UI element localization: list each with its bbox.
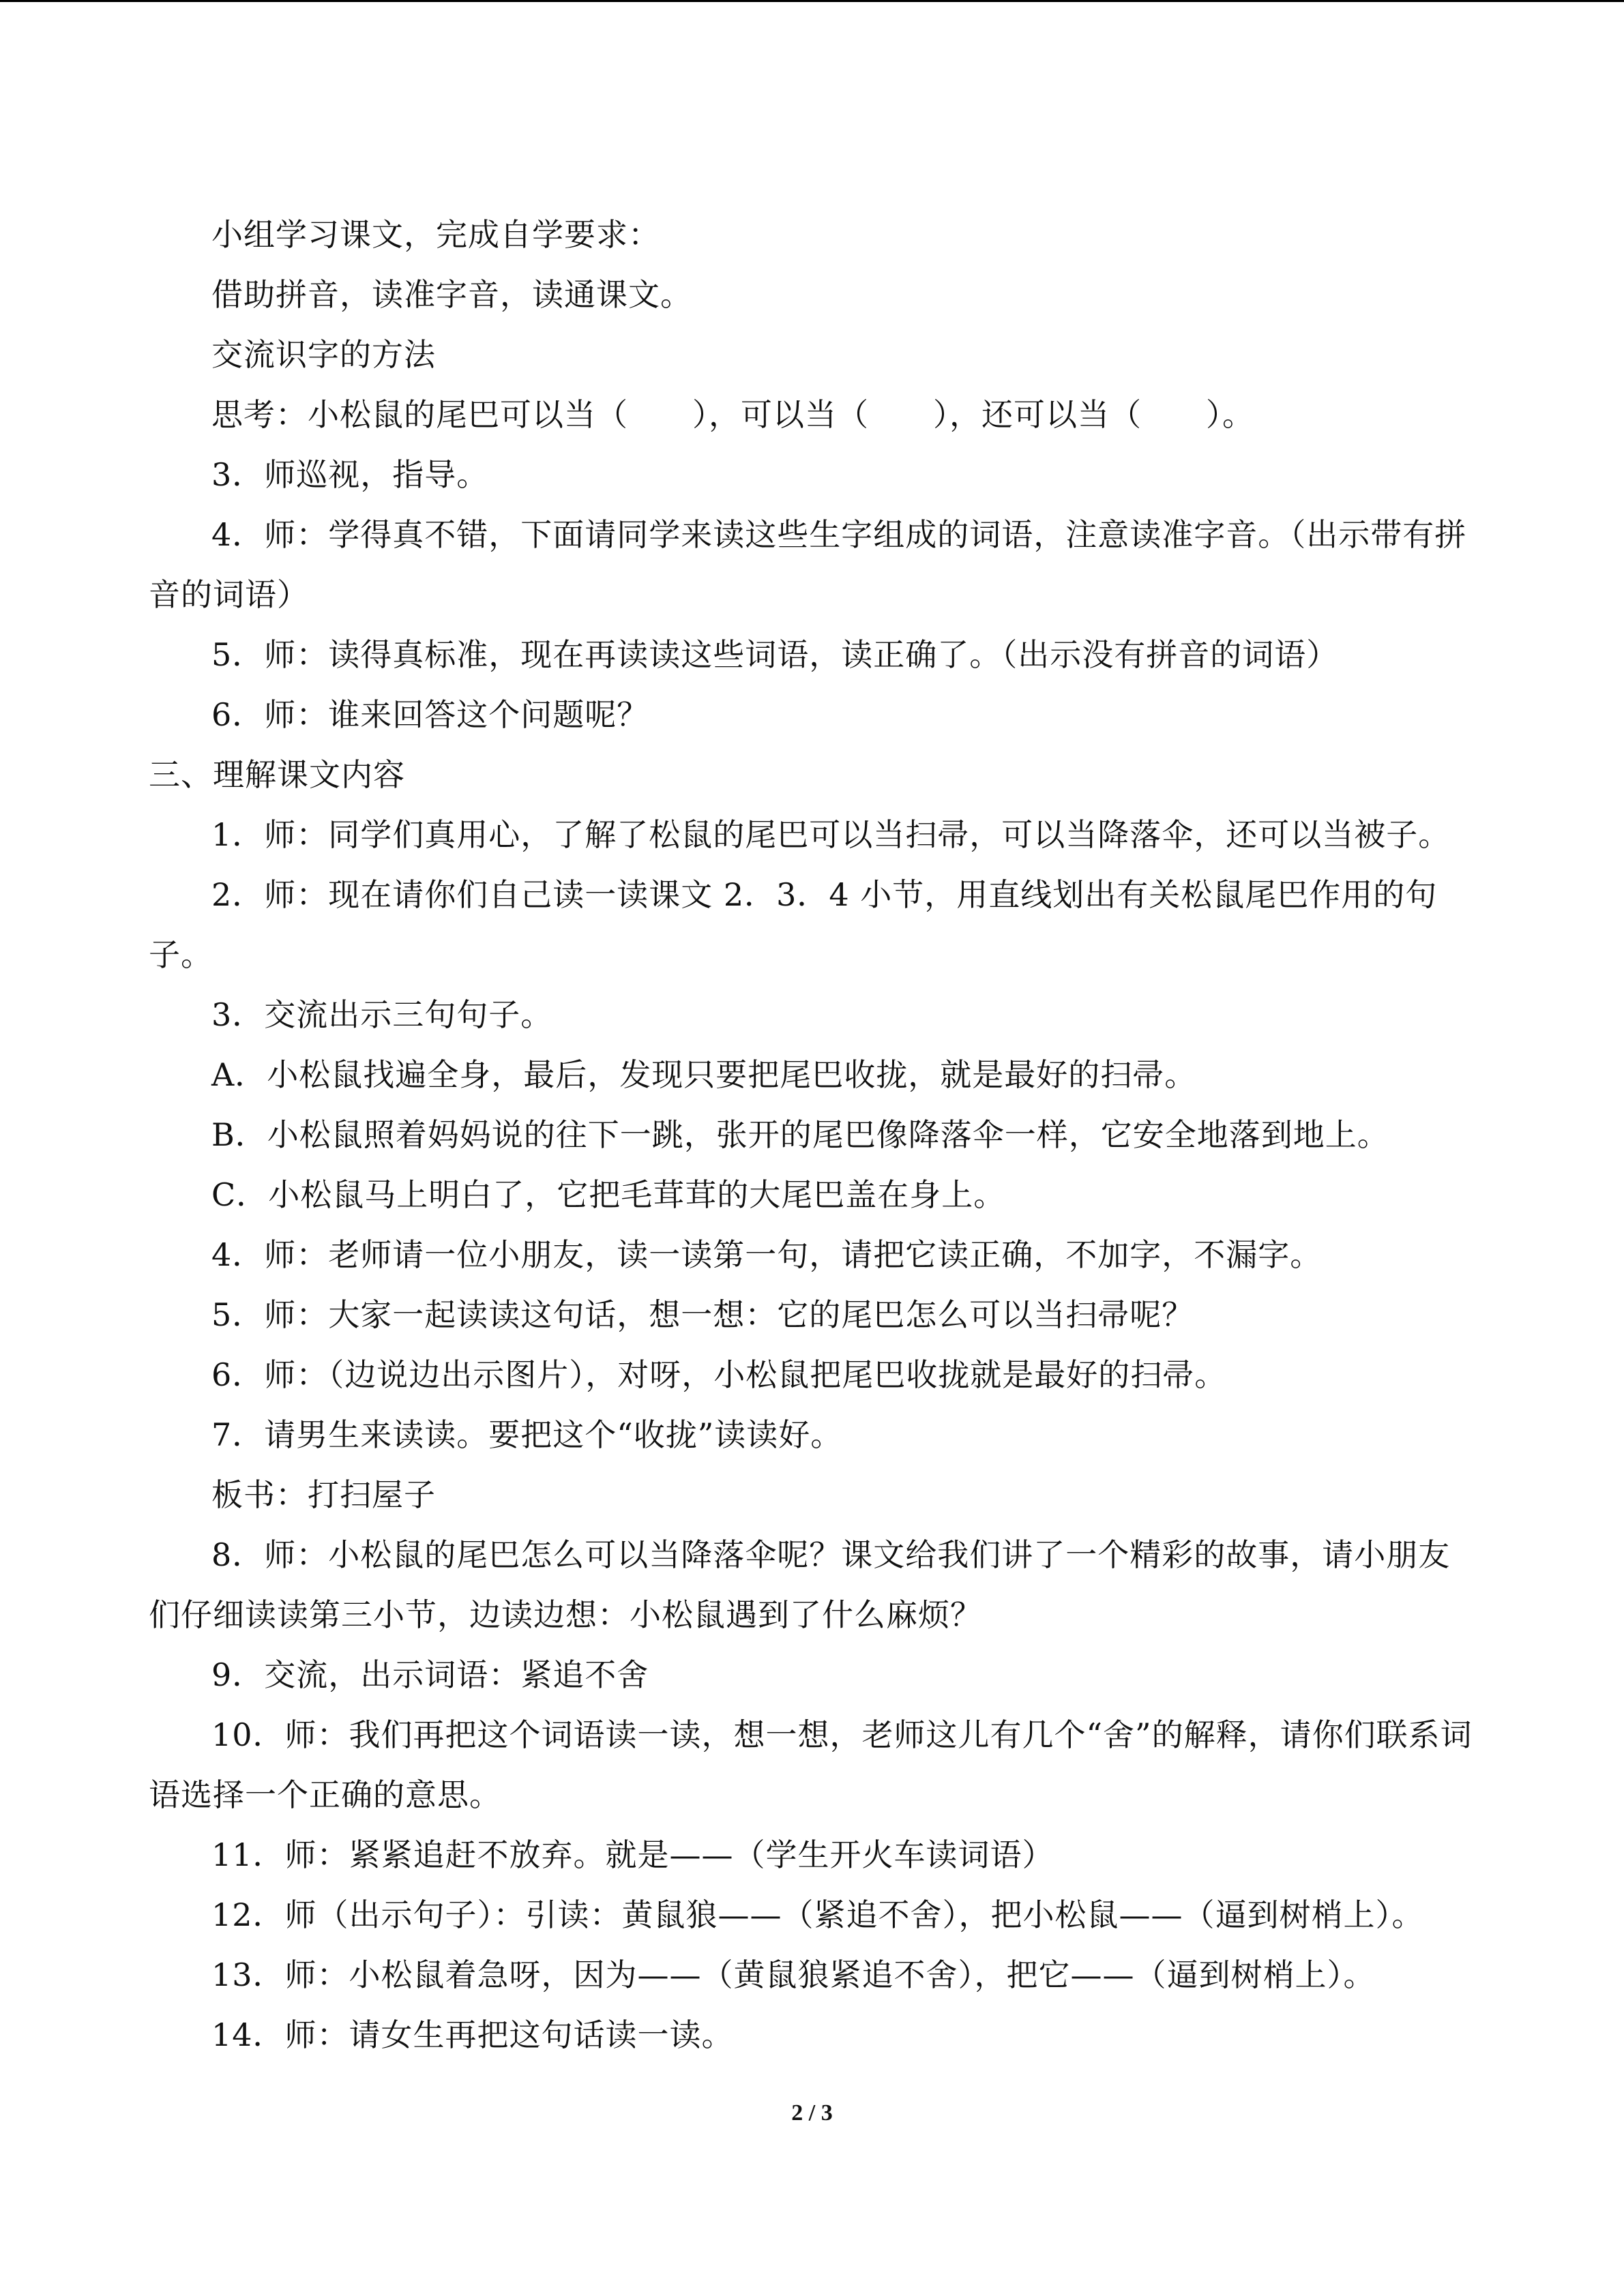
- paragraph: C．小松鼠马上明白了，它把毛茸茸的大尾巴盖在身上。: [211, 1176, 1006, 1213]
- paragraph: 14．师：请女生再把这句话读一读。: [211, 2016, 734, 2053]
- paragraph: 3．交流出示三句句子。: [211, 996, 553, 1033]
- paragraph: 思考：小松鼠的尾巴可以当（ ），可以当（ ），还可以当（ ）。: [211, 396, 1254, 433]
- paragraph: 小组学习课文，完成自学要求：: [211, 216, 660, 253]
- paragraph: 11．师：紧紧追赶不放弃。就是——（学生开火车读词语）: [211, 1836, 1054, 1873]
- paragraph: 4．师：老师请一位小朋友，读一读第一句，请把它读正确，不加字，不漏字。: [211, 1236, 1323, 1273]
- paragraph: B．小松鼠照着妈妈说的往下一跳，张开的尾巴像降落伞一样，它安全地落到地上。: [211, 1116, 1389, 1153]
- paragraph: A．小松鼠找遍全身，最后，发现只要把尾巴收拢，就是最好的扫帚。: [211, 1056, 1197, 1093]
- paragraph: 13．师：小松鼠着急呀，因为——（黄鼠狼紧追不舍），把它——（逼到树梢上）。: [211, 1956, 1376, 1993]
- paragraph: 9．交流，出示词语：紧追不舍: [211, 1656, 649, 1693]
- paragraph: 5．师：读得真标准，现在再读读这些词语，读正确了。（出示没有拼音的词语）: [211, 636, 1339, 673]
- paragraph: 6．师：谁来回答这个问题呢？: [211, 696, 649, 733]
- paragraph: 板书：打扫屋子: [211, 1476, 436, 1513]
- paragraph: 10．师：我们再把这个词语读一读，想一想，老师这儿有几个“舍”的解释，请你们联系词语选择一个正确的意思。: [149, 1716, 1473, 1813]
- page-number: 2 / 3: [791, 2100, 833, 2126]
- paragraph: 2．师：现在请你们自己读一读课文 2．3．4 小节，用直线划出有关松鼠尾巴作用的句子。: [149, 876, 1438, 973]
- section-heading: 三、理解课文内容: [149, 756, 405, 793]
- paragraph: 8．师：小松鼠的尾巴怎么可以当降落伞呢？课文给我们讲了一个精彩的故事，请小朋友们仔细读读第三小节，边读边想：小松鼠遇到了什么麻烦？: [149, 1536, 1451, 1633]
- paragraph: 5．师：大家一起读读这句话，想一想：它的尾巴怎么可以当扫帚呢？: [211, 1296, 1194, 1333]
- paragraph: 交流识字的方法: [211, 336, 436, 373]
- paragraph: 7．请男生来读读。要把这个“收拢”读读好。: [211, 1416, 843, 1453]
- paragraph: 3．师巡视，指导。: [211, 456, 489, 493]
- paragraph: 1．师：同学们真用心，了解了松鼠的尾巴可以当扫帚，可以当降落伞，还可以当被子。: [211, 816, 1451, 853]
- document-body: [149, 205, 1475, 2065]
- paragraph: 12．师（出示句子）：引读：黄鼠狼——（紧追不舍），把小松鼠——（逼到树梢上）。: [211, 1896, 1424, 1933]
- paragraph: 4．师：学得真不错，下面请同学来读这些生字组成的词语，注意读准字音。（出示带有拼音的词语）: [149, 516, 1467, 613]
- paragraph: 借助拼音，读准字音，读通课文。: [211, 276, 692, 313]
- paragraph: 6．师：（边说边出示图片），对呀，小松鼠把尾巴收拢就是最好的扫帚。: [211, 1356, 1227, 1393]
- top-border-rule: [0, 0, 1624, 2]
